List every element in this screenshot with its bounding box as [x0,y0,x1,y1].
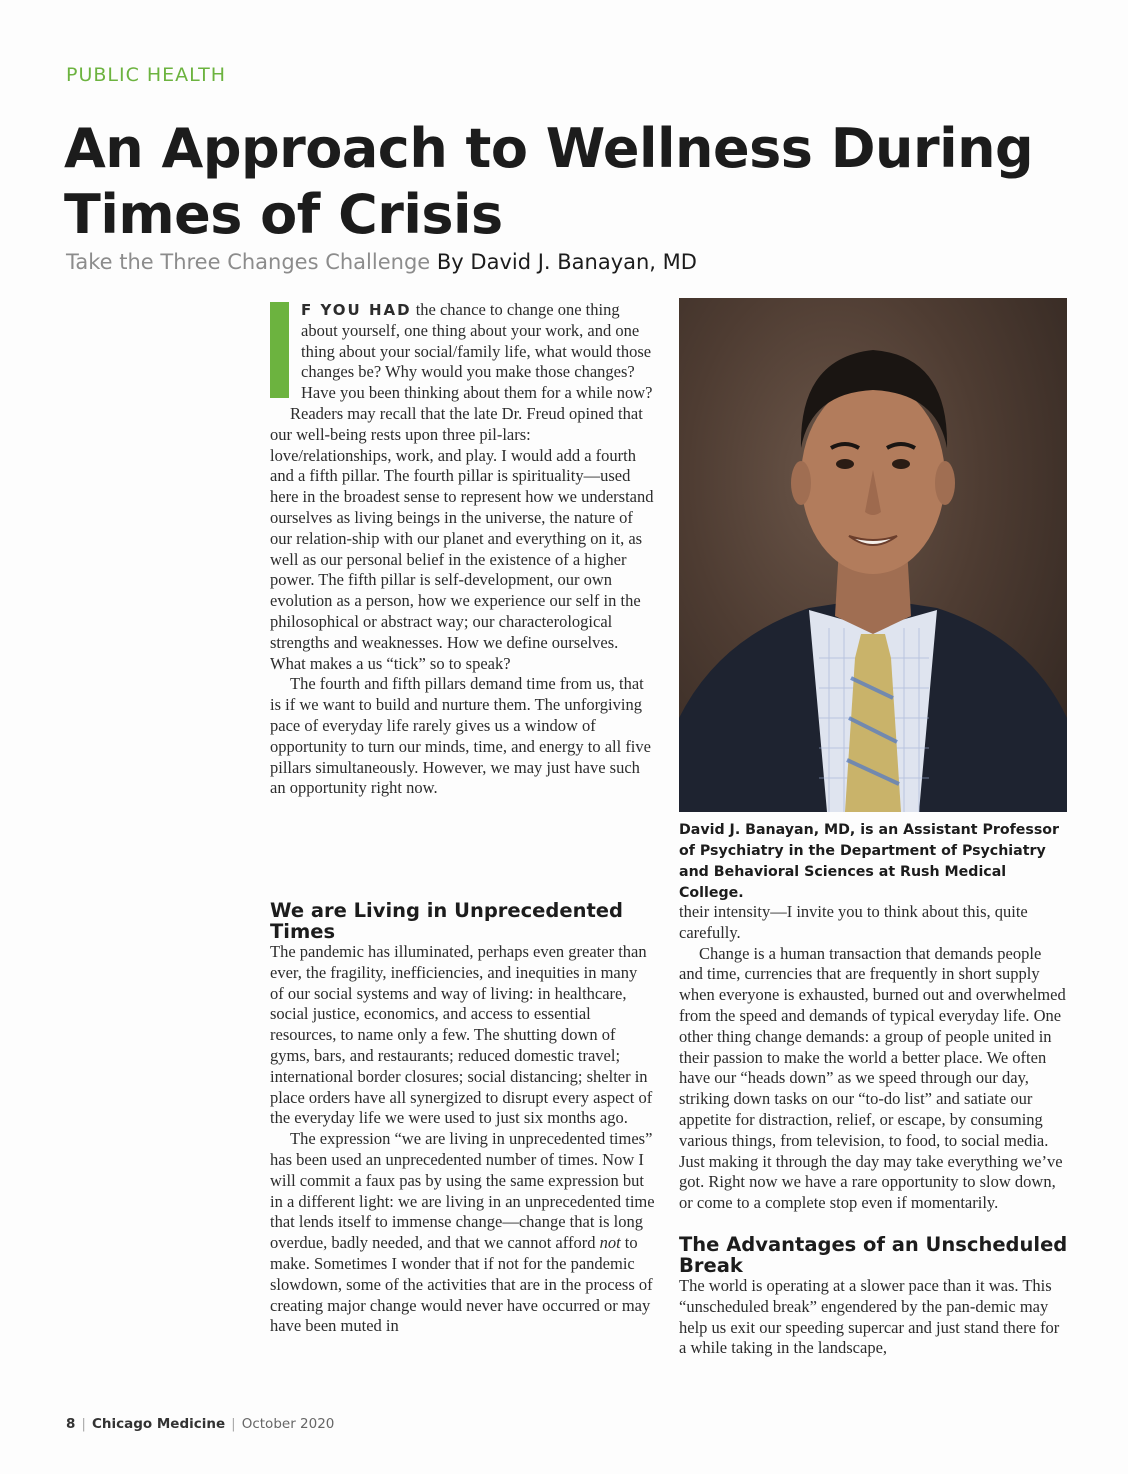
body-paragraph: their intensity—I invite you to think about this, quite carefully. [679,902,1028,942]
body-paragraph: The world is operating at a slower pace than it was. This “unscheduled break” engendered by the pan-demic may help us exit our speeding supercar and just stand there for a while taking in the landscape, [679,1275,1060,1358]
byline: By David J. Banayan, MD [436,250,697,274]
article-deck [66,250,697,274]
body-paragraph: Readers may recall that the late Dr. Freud opined that our well-being rests upon three pil-lars: love/relationships, work, and play. I would add a fourth and a fifth pillar. The fourth pillar is spirituality—used here in the broadest sense to represent how we understand ourselves as living beings in the universe, the nature of our relation-ship with our planet and everything on it, as well as our personal belief in the existence of a higher power. The fifth pillar is self-development, our own evolution as a person, how we experience our self in the philosophical or abstract way; our characterological strengths and weaknesses. How we define ourselves. What makes a us “tick” so to speak? [270,403,654,673]
intro-text: the chance to change one thing about yourself, one thing about your work, and one thing about your social/family life, what would those changes be? Why would you make those changes? Have you been thinking about them for a while now? [301,300,653,403]
footer-divider: | [81,1416,86,1432]
drop-cap-bar [270,302,289,398]
paragraph-text: to make. Sometimes I wonder that if not for the pandemic slowdown, some of the activities that are in the process of creating major change would never have occurred or may have been muted in [270,1233,653,1336]
section-heading: The Advantages of an Unscheduled Break [679,1232,1068,1277]
intro-paragraph [270,300,655,404]
deck-subtitle: Take the Three Changes Challenge [66,250,431,274]
page-footer [66,1416,334,1432]
intro-column [270,300,655,799]
lead-in: F YOU HAD [301,301,412,319]
photo-caption: David J. Banayan, MD, is an Assistant Professor of Psychiatry in the Department of Psychiatry and Behavioral Sciences at Rush Medical College. [679,822,1060,901]
right-column-section [679,902,1069,1359]
body-paragraph: The pandemic has illuminated, perhaps even greater than ever, the fragility, inefficiencies, and inequities in many of our social systems and way of living: in healthcare, social justice, economics, and access to essential resources, to name only a few. The shutting down of gyms, bars, and restaurants; reduced domestic travel; international border closures; social distancing; shelter in place orders have all synergized to disrupt every aspect of the everyday life we were used to just six months ago. [270,942,653,1128]
issue-date: October 2020 [241,1416,335,1432]
article-headline: An Approach to Wellness During Times of Crisis [64,117,1034,246]
body-paragraph: The fourth and fifth pillars demand time from us, that is if we want to build and nurture them. The unforgiving pace of everyday life rarely gives us a window of opportunity to turn our minds, time, and energy to all five pillars simultaneously. However, we may just have such an opportunity right now. [270,674,651,798]
publication-name: Chicago Medicine [91,1416,226,1432]
footer-divider: | [231,1416,236,1432]
page-number: 8 [66,1416,76,1432]
portrait-icon [679,298,1067,812]
emphasis-text: not [599,1233,621,1253]
section-label: PUBLIC HEALTH [66,64,227,86]
body-paragraph: Change is a human transaction that demands people and time, currencies that are frequently in short supply when everyone is exhausted, burned out and overwhelmed from the speed and demands of typical everyday life. One other thing change demands: a group of people united in their passion to make the world a better place. We often have our “heads down” as we speed through our day, striking down tasks on our “to-do list” and satiate our appetite for distraction, relief, or escape, by consuming various things, from television, to food, to social media. Just making it through the day may take everything we’ve got. Right now we have a rare opportunity to slow down, or come to a complete stop even if momentarily. [679,943,1066,1213]
paragraph-text: The expression “we are living in unprecedented times” has been used an unprecedented number of times. Now I will commit a faux pas by using the same expression but in a different light: we are living in an unprecedented time that lends itself to immense change—change that is long overdue, badly needed, and that we cannot afford [270,1129,655,1253]
author-portrait-photo [679,298,1067,812]
section-heading: We are Living in Unprecedented Times [270,899,623,943]
body-paragraph [270,1129,655,1337]
left-column-section [270,900,655,1337]
